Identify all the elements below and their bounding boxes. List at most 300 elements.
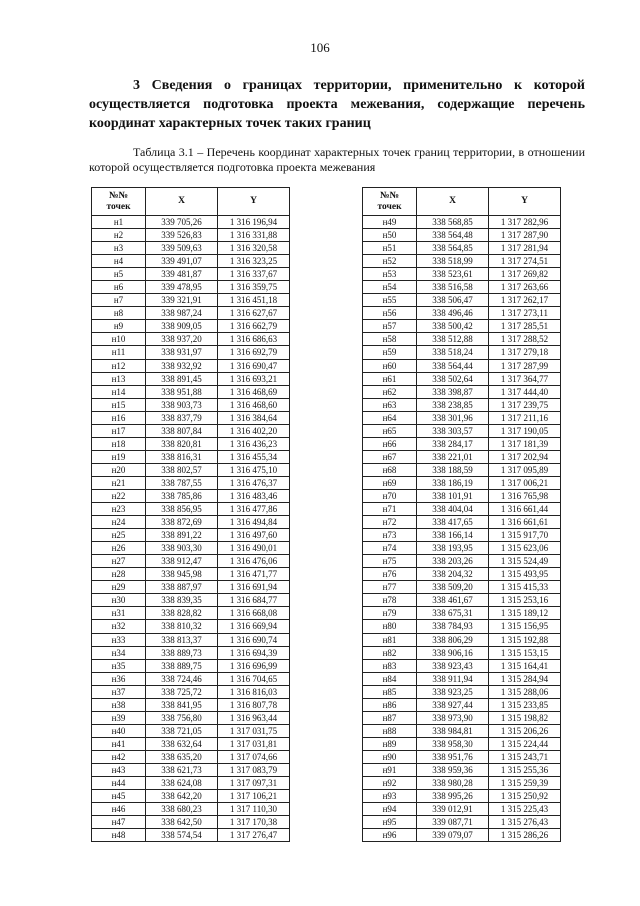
cell-point-number: н74 xyxy=(363,542,417,555)
cell-point-number: н71 xyxy=(363,503,417,516)
table-row xyxy=(363,307,561,320)
cell-x: 338 188,59 xyxy=(417,463,489,476)
table-row xyxy=(363,372,561,385)
header-x: X xyxy=(417,188,489,216)
cell-y: 1 317 273,11 xyxy=(489,307,561,320)
cell-x: 338 889,73 xyxy=(146,646,218,659)
table-row xyxy=(363,229,561,242)
cell-x: 338 518,99 xyxy=(417,255,489,268)
table-row xyxy=(363,463,561,476)
table-row xyxy=(92,542,290,555)
table-row xyxy=(92,372,290,385)
table-row xyxy=(363,294,561,307)
table-row xyxy=(363,385,561,398)
table-row xyxy=(363,268,561,281)
cell-y: 1 317 285,51 xyxy=(489,320,561,333)
cell-point-number: н26 xyxy=(92,542,146,555)
cell-x: 338 987,24 xyxy=(146,307,218,320)
cell-point-number: н36 xyxy=(92,672,146,685)
cell-point-number: н24 xyxy=(92,516,146,529)
cell-y: 1 317 263,66 xyxy=(489,281,561,294)
cell-x: 338 500,42 xyxy=(417,320,489,333)
cell-x: 338 810,32 xyxy=(146,620,218,633)
cell-x: 339 491,07 xyxy=(146,255,218,268)
cell-point-number: н20 xyxy=(92,463,146,476)
cell-point-number: н48 xyxy=(92,829,146,842)
cell-y: 1 316 669,94 xyxy=(218,620,290,633)
cell-y: 1 317 211,16 xyxy=(489,411,561,424)
cell-point-number: н2 xyxy=(92,229,146,242)
table-row xyxy=(363,568,561,581)
cell-point-number: н29 xyxy=(92,581,146,594)
cell-x: 339 012,91 xyxy=(417,803,489,816)
cell-point-number: н38 xyxy=(92,698,146,711)
cell-y: 1 315 415,33 xyxy=(489,581,561,594)
cell-x: 338 923,43 xyxy=(417,659,489,672)
table-row xyxy=(363,620,561,633)
cell-y: 1 316 807,78 xyxy=(218,698,290,711)
cell-point-number: н35 xyxy=(92,659,146,672)
table-row xyxy=(92,229,290,242)
cell-x: 338 303,57 xyxy=(417,424,489,437)
cell-point-number: н45 xyxy=(92,790,146,803)
cell-point-number: н27 xyxy=(92,555,146,568)
cell-y: 1 316 477,86 xyxy=(218,503,290,516)
cell-x: 338 841,95 xyxy=(146,698,218,711)
table-row xyxy=(92,685,290,698)
table-row xyxy=(363,216,561,229)
cell-point-number: н8 xyxy=(92,307,146,320)
cell-y: 1 316 816,03 xyxy=(218,685,290,698)
table-row xyxy=(92,489,290,502)
cell-x: 338 951,76 xyxy=(417,750,489,763)
cell-point-number: н62 xyxy=(363,385,417,398)
cell-y: 1 315 259,39 xyxy=(489,777,561,790)
table-caption: Таблица 3.1 – Перечень координат характерных точек границ территории, в отношении которой осуществляется подготовка проекта межевания xyxy=(89,145,585,174)
table-header-row xyxy=(92,188,290,216)
cell-y: 1 316 455,34 xyxy=(218,450,290,463)
cell-point-number: н34 xyxy=(92,646,146,659)
table-row xyxy=(363,607,561,620)
cell-point-number: н77 xyxy=(363,581,417,594)
table-row xyxy=(363,724,561,737)
cell-x: 338 959,36 xyxy=(417,763,489,776)
cell-x: 338 951,88 xyxy=(146,385,218,398)
cell-y: 1 315 493,95 xyxy=(489,568,561,581)
cell-y: 1 315 156,95 xyxy=(489,620,561,633)
cell-x: 338 204,32 xyxy=(417,568,489,581)
cell-point-number: н69 xyxy=(363,476,417,489)
cell-x: 338 624,08 xyxy=(146,777,218,790)
cell-x: 338 756,80 xyxy=(146,711,218,724)
cell-y: 1 316 627,67 xyxy=(218,307,290,320)
cell-point-number: н39 xyxy=(92,711,146,724)
cell-point-number: н11 xyxy=(92,346,146,359)
cell-y: 1 316 765,98 xyxy=(489,489,561,502)
table-row xyxy=(92,633,290,646)
cell-x: 338 820,81 xyxy=(146,437,218,450)
table-row xyxy=(92,476,290,489)
cell-y: 1 317 287,90 xyxy=(489,229,561,242)
cell-x: 338 506,47 xyxy=(417,294,489,307)
table-row xyxy=(92,307,290,320)
section-heading: 3 Сведения о границах территории, применительно к которой осуществляется подготовка проекта межевания, содержащие перечень координат характерных точек таких границ xyxy=(89,78,585,131)
header-num-label: точек xyxy=(106,201,131,212)
cell-point-number: н87 xyxy=(363,711,417,724)
cell-point-number: н22 xyxy=(92,489,146,502)
table-row xyxy=(363,333,561,346)
cell-point-number: н6 xyxy=(92,281,146,294)
cell-x: 338 496,46 xyxy=(417,307,489,320)
cell-y: 1 317 031,81 xyxy=(218,737,290,750)
coordinates-table-right xyxy=(362,187,561,842)
header-point-number xyxy=(363,188,417,216)
cell-y: 1 315 189,12 xyxy=(489,607,561,620)
cell-point-number: н96 xyxy=(363,829,417,842)
cell-point-number: н81 xyxy=(363,633,417,646)
cell-y: 1 316 337,67 xyxy=(218,268,290,281)
cell-x: 338 238,85 xyxy=(417,398,489,411)
cell-point-number: н73 xyxy=(363,529,417,542)
cell-point-number: н60 xyxy=(363,359,417,372)
cell-y: 1 317 287,99 xyxy=(489,359,561,372)
cell-x: 338 891,45 xyxy=(146,372,218,385)
cell-point-number: н95 xyxy=(363,816,417,829)
table-row xyxy=(363,476,561,489)
cell-x: 338 398,87 xyxy=(417,385,489,398)
table-row xyxy=(92,829,290,842)
cell-point-number: н23 xyxy=(92,503,146,516)
header-point-number xyxy=(92,188,146,216)
cell-point-number: н17 xyxy=(92,424,146,437)
table-header-row xyxy=(363,188,561,216)
cell-y: 1 316 691,94 xyxy=(218,581,290,594)
cell-point-number: н94 xyxy=(363,803,417,816)
cell-point-number: н84 xyxy=(363,672,417,685)
cell-y: 1 317 095,89 xyxy=(489,463,561,476)
table-row xyxy=(363,763,561,776)
table-row xyxy=(363,242,561,255)
coordinates-table-left xyxy=(91,187,290,842)
cell-y: 1 317 181,39 xyxy=(489,437,561,450)
table-row xyxy=(92,568,290,581)
table-body xyxy=(92,216,290,842)
cell-point-number: н5 xyxy=(92,268,146,281)
cell-x: 339 478,95 xyxy=(146,281,218,294)
table-row xyxy=(363,711,561,724)
cell-point-number: н90 xyxy=(363,750,417,763)
cell-y: 1 315 233,85 xyxy=(489,698,561,711)
cell-y: 1 316 476,37 xyxy=(218,476,290,489)
cell-x: 338 635,20 xyxy=(146,750,218,763)
cell-x: 338 932,92 xyxy=(146,359,218,372)
cell-y: 1 317 006,21 xyxy=(489,476,561,489)
cell-point-number: н43 xyxy=(92,763,146,776)
cell-y: 1 316 661,44 xyxy=(489,503,561,516)
cell-x: 338 461,67 xyxy=(417,594,489,607)
cell-x: 338 101,91 xyxy=(417,489,489,502)
cell-x: 338 166,14 xyxy=(417,529,489,542)
cell-y: 1 316 451,18 xyxy=(218,294,290,307)
table-row xyxy=(92,737,290,750)
cell-x: 338 906,16 xyxy=(417,646,489,659)
cell-x: 338 937,20 xyxy=(146,333,218,346)
table-row xyxy=(92,724,290,737)
cell-point-number: н1 xyxy=(92,216,146,229)
table-row xyxy=(92,385,290,398)
cell-x: 338 995,26 xyxy=(417,790,489,803)
cell-y: 1 315 286,26 xyxy=(489,829,561,842)
cell-y: 1 315 243,71 xyxy=(489,750,561,763)
cell-x: 338 958,30 xyxy=(417,737,489,750)
cell-point-number: н18 xyxy=(92,437,146,450)
cell-y: 1 316 471,77 xyxy=(218,568,290,581)
header-y: Y xyxy=(218,188,290,216)
cell-y: 1 317 106,21 xyxy=(218,790,290,803)
cell-x: 338 724,46 xyxy=(146,672,218,685)
cell-point-number: н16 xyxy=(92,411,146,424)
table-row xyxy=(363,737,561,750)
cell-point-number: н47 xyxy=(92,816,146,829)
cell-x: 339 087,71 xyxy=(417,816,489,829)
cell-y: 1 315 276,43 xyxy=(489,816,561,829)
table-row xyxy=(92,672,290,685)
cell-point-number: н13 xyxy=(92,372,146,385)
cell-point-number: н37 xyxy=(92,685,146,698)
cell-x: 338 807,84 xyxy=(146,424,218,437)
cell-point-number: н49 xyxy=(363,216,417,229)
cell-y: 1 317 083,79 xyxy=(218,763,290,776)
cell-point-number: н70 xyxy=(363,489,417,502)
cell-y: 1 316 494,84 xyxy=(218,516,290,529)
cell-y: 1 316 693,21 xyxy=(218,372,290,385)
cell-y: 1 315 206,26 xyxy=(489,724,561,737)
cell-x: 338 856,95 xyxy=(146,503,218,516)
cell-x: 338 980,28 xyxy=(417,777,489,790)
cell-y: 1 317 288,52 xyxy=(489,333,561,346)
table-row xyxy=(92,750,290,763)
cell-x: 339 526,83 xyxy=(146,229,218,242)
table-row xyxy=(363,829,561,842)
table-row xyxy=(363,816,561,829)
table-row xyxy=(363,685,561,698)
cell-y: 1 316 475,10 xyxy=(218,463,290,476)
cell-y: 1 315 250,92 xyxy=(489,790,561,803)
cell-y: 1 316 497,60 xyxy=(218,529,290,542)
cell-x: 338 903,30 xyxy=(146,542,218,555)
cell-point-number: н50 xyxy=(363,229,417,242)
cell-y: 1 317 097,31 xyxy=(218,777,290,790)
cell-point-number: н59 xyxy=(363,346,417,359)
cell-x: 338 802,57 xyxy=(146,463,218,476)
table-row xyxy=(92,398,290,411)
table-row xyxy=(92,555,290,568)
table-row xyxy=(363,450,561,463)
cell-point-number: н40 xyxy=(92,724,146,737)
cell-point-number: н15 xyxy=(92,398,146,411)
cell-x: 338 837,79 xyxy=(146,411,218,424)
cell-y: 1 315 198,82 xyxy=(489,711,561,724)
table-row xyxy=(92,424,290,437)
cell-x: 338 509,20 xyxy=(417,581,489,594)
table-row xyxy=(92,529,290,542)
table-row xyxy=(92,281,290,294)
cell-x: 338 923,25 xyxy=(417,685,489,698)
cell-y: 1 317 274,51 xyxy=(489,255,561,268)
table-row xyxy=(363,529,561,542)
cell-point-number: н72 xyxy=(363,516,417,529)
cell-y: 1 316 436,23 xyxy=(218,437,290,450)
cell-y: 1 315 623,06 xyxy=(489,542,561,555)
table-row xyxy=(92,581,290,594)
table-row xyxy=(92,333,290,346)
table-row xyxy=(363,672,561,685)
cell-x: 338 568,85 xyxy=(417,216,489,229)
cell-y: 1 316 662,79 xyxy=(218,320,290,333)
cell-point-number: н58 xyxy=(363,333,417,346)
cell-point-number: н21 xyxy=(92,476,146,489)
cell-y: 1 317 269,82 xyxy=(489,268,561,281)
table-row xyxy=(363,255,561,268)
table-row xyxy=(92,803,290,816)
cell-x: 339 481,87 xyxy=(146,268,218,281)
table-row xyxy=(92,503,290,516)
cell-point-number: н66 xyxy=(363,437,417,450)
cell-y: 1 316 490,01 xyxy=(218,542,290,555)
cell-y: 1 317 282,96 xyxy=(489,216,561,229)
cell-point-number: н51 xyxy=(363,242,417,255)
cell-x: 338 203,26 xyxy=(417,555,489,568)
cell-y: 1 317 279,18 xyxy=(489,346,561,359)
cell-y: 1 316 196,94 xyxy=(218,216,290,229)
cell-point-number: н64 xyxy=(363,411,417,424)
cell-x: 338 523,61 xyxy=(417,268,489,281)
table-row xyxy=(92,320,290,333)
cell-y: 1 316 331,88 xyxy=(218,229,290,242)
cell-y: 1 315 288,06 xyxy=(489,685,561,698)
cell-x: 339 321,91 xyxy=(146,294,218,307)
cell-y: 1 316 468,69 xyxy=(218,385,290,398)
table-row xyxy=(363,555,561,568)
cell-point-number: н9 xyxy=(92,320,146,333)
table-row xyxy=(92,816,290,829)
table-row xyxy=(92,268,290,281)
cell-y: 1 317 074,66 xyxy=(218,750,290,763)
cell-point-number: н56 xyxy=(363,307,417,320)
cell-y: 1 317 190,05 xyxy=(489,424,561,437)
cell-point-number: н41 xyxy=(92,737,146,750)
table-row xyxy=(92,711,290,724)
cell-point-number: н83 xyxy=(363,659,417,672)
cell-x: 338 931,97 xyxy=(146,346,218,359)
cell-x: 338 887,97 xyxy=(146,581,218,594)
cell-y: 1 316 483,46 xyxy=(218,489,290,502)
cell-x: 339 509,63 xyxy=(146,242,218,255)
cell-y: 1 316 704,65 xyxy=(218,672,290,685)
table-row xyxy=(92,698,290,711)
cell-x: 338 186,19 xyxy=(417,476,489,489)
cell-x: 338 564,85 xyxy=(417,242,489,255)
cell-point-number: н33 xyxy=(92,633,146,646)
cell-y: 1 317 110,30 xyxy=(218,803,290,816)
cell-x: 338 632,64 xyxy=(146,737,218,750)
cell-y: 1 316 359,75 xyxy=(218,281,290,294)
cell-x: 338 680,23 xyxy=(146,803,218,816)
cell-x: 338 839,35 xyxy=(146,594,218,607)
table-row xyxy=(363,346,561,359)
cell-x: 338 784,93 xyxy=(417,620,489,633)
cell-point-number: н76 xyxy=(363,568,417,581)
cell-x: 338 806,29 xyxy=(417,633,489,646)
table-row xyxy=(92,594,290,607)
cell-x: 338 642,20 xyxy=(146,790,218,803)
cell-point-number: н7 xyxy=(92,294,146,307)
cell-y: 1 316 692,79 xyxy=(218,346,290,359)
cell-point-number: н68 xyxy=(363,463,417,476)
cell-point-number: н79 xyxy=(363,607,417,620)
cell-point-number: н89 xyxy=(363,737,417,750)
cell-x: 338 516,58 xyxy=(417,281,489,294)
table-row xyxy=(92,450,290,463)
cell-y: 1 316 686,63 xyxy=(218,333,290,346)
cell-x: 338 221,01 xyxy=(417,450,489,463)
cell-y: 1 315 284,94 xyxy=(489,672,561,685)
cell-x: 338 725,72 xyxy=(146,685,218,698)
cell-y: 1 317 281,94 xyxy=(489,242,561,255)
table-row xyxy=(92,463,290,476)
table-row xyxy=(92,346,290,359)
cell-point-number: н57 xyxy=(363,320,417,333)
table-row xyxy=(92,763,290,776)
table-row xyxy=(363,503,561,516)
cell-point-number: н52 xyxy=(363,255,417,268)
cell-x: 338 903,73 xyxy=(146,398,218,411)
cell-y: 1 315 224,44 xyxy=(489,737,561,750)
table-row xyxy=(92,359,290,372)
cell-x: 338 193,95 xyxy=(417,542,489,555)
cell-y: 1 315 255,36 xyxy=(489,763,561,776)
cell-x: 338 912,47 xyxy=(146,555,218,568)
cell-y: 1 316 684,77 xyxy=(218,594,290,607)
cell-y: 1 316 696,99 xyxy=(218,659,290,672)
cell-point-number: н19 xyxy=(92,450,146,463)
cell-y: 1 316 668,08 xyxy=(218,607,290,620)
cell-point-number: н30 xyxy=(92,594,146,607)
cell-x: 338 518,24 xyxy=(417,346,489,359)
cell-point-number: н42 xyxy=(92,750,146,763)
cell-x: 338 502,64 xyxy=(417,372,489,385)
table-row xyxy=(92,437,290,450)
cell-point-number: н93 xyxy=(363,790,417,803)
cell-point-number: н88 xyxy=(363,724,417,737)
cell-y: 1 315 253,16 xyxy=(489,594,561,607)
cell-y: 1 317 364,77 xyxy=(489,372,561,385)
header-num-label: точек xyxy=(377,201,402,212)
cell-y: 1 316 690,47 xyxy=(218,359,290,372)
cell-x: 338 945,98 xyxy=(146,568,218,581)
cell-x: 338 721,05 xyxy=(146,724,218,737)
table-row xyxy=(92,620,290,633)
cell-x: 338 621,73 xyxy=(146,763,218,776)
cell-point-number: н63 xyxy=(363,398,417,411)
cell-point-number: н61 xyxy=(363,372,417,385)
cell-point-number: н55 xyxy=(363,294,417,307)
cell-x: 338 512,88 xyxy=(417,333,489,346)
cell-y: 1 315 153,15 xyxy=(489,646,561,659)
cell-y: 1 316 690,74 xyxy=(218,633,290,646)
cell-y: 1 317 031,75 xyxy=(218,724,290,737)
cell-x: 338 984,81 xyxy=(417,724,489,737)
